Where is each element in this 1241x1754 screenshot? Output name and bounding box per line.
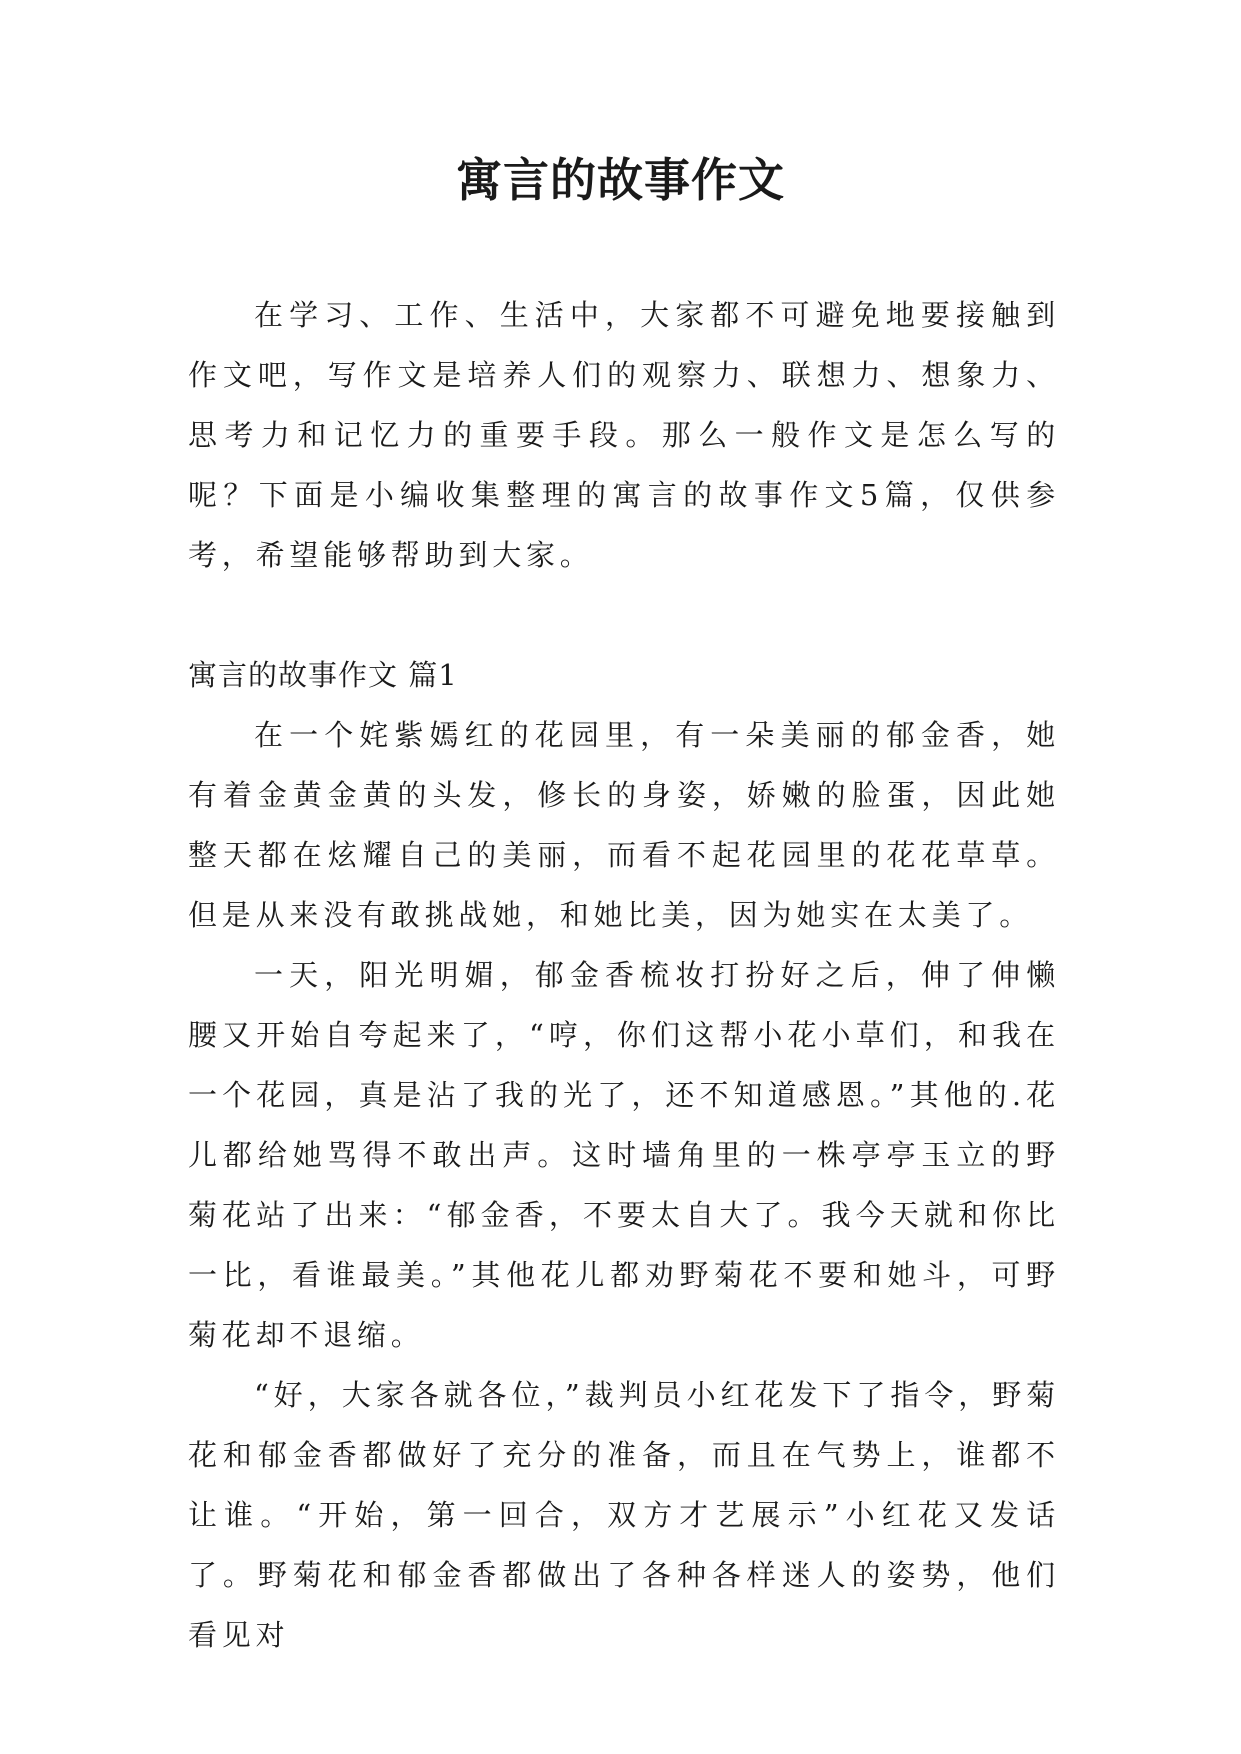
body-paragraph: “好，大家各就各位，”裁判员小红花发下了指令，野菊花和郁金香都做好了充分的准备，而且在气势上，谁都不让谁。“开始，第一回合，双方才艺展示”小红花又发话了。野菊花和郁金香都做出了各种各样迷人的姿势，他们看见对 xyxy=(188,1378,1060,1652)
document-title: 寓言的故事作文 xyxy=(456,153,785,207)
intro-paragraph: 在学习、工作、生活中，大家都不可避免地要接触到作文吧，写作文是培养人们的观察力、联想力、想象力、思考力和记忆力的重要手段。那么一般作文是怎么写的呢？下面是小编收集整理的寓言的故事作文5篇，仅供参考，希望能够帮助到大家。 xyxy=(188,298,1060,572)
section-heading: 寓言的故事作文 篇1 xyxy=(188,658,458,692)
body-paragraph: 一天，阳光明媚，郁金香梳妆打扮好之后，伸了伸懒腰又开始自夸起来了，“哼，你们这帮小花小草们，和我在一个花园，真是沾了我的光了，还不知道感恩。”其他的.花儿都给她骂得不敢出声。这时墙角里的一株亭亭玉立的野菊花站了出来：“郁金香，不要太自大了。我今天就和你比一比，看谁最美。”其他花儿都劝野菊花不要和她斗，可野菊花却不退缩。 xyxy=(188,958,1060,1352)
body-paragraph: 在一个姹紫嫣红的花园里，有一朵美丽的郁金香，她有着金黄金黄的头发，修长的身姿，娇嫩的脸蛋，因此她整天都在炫耀自己的美丽，而看不起花园里的花花草草。但是从来没有敢挑战她，和她比美，因为她实在太美了。 xyxy=(188,718,1060,932)
document-body xyxy=(188,285,1060,1665)
